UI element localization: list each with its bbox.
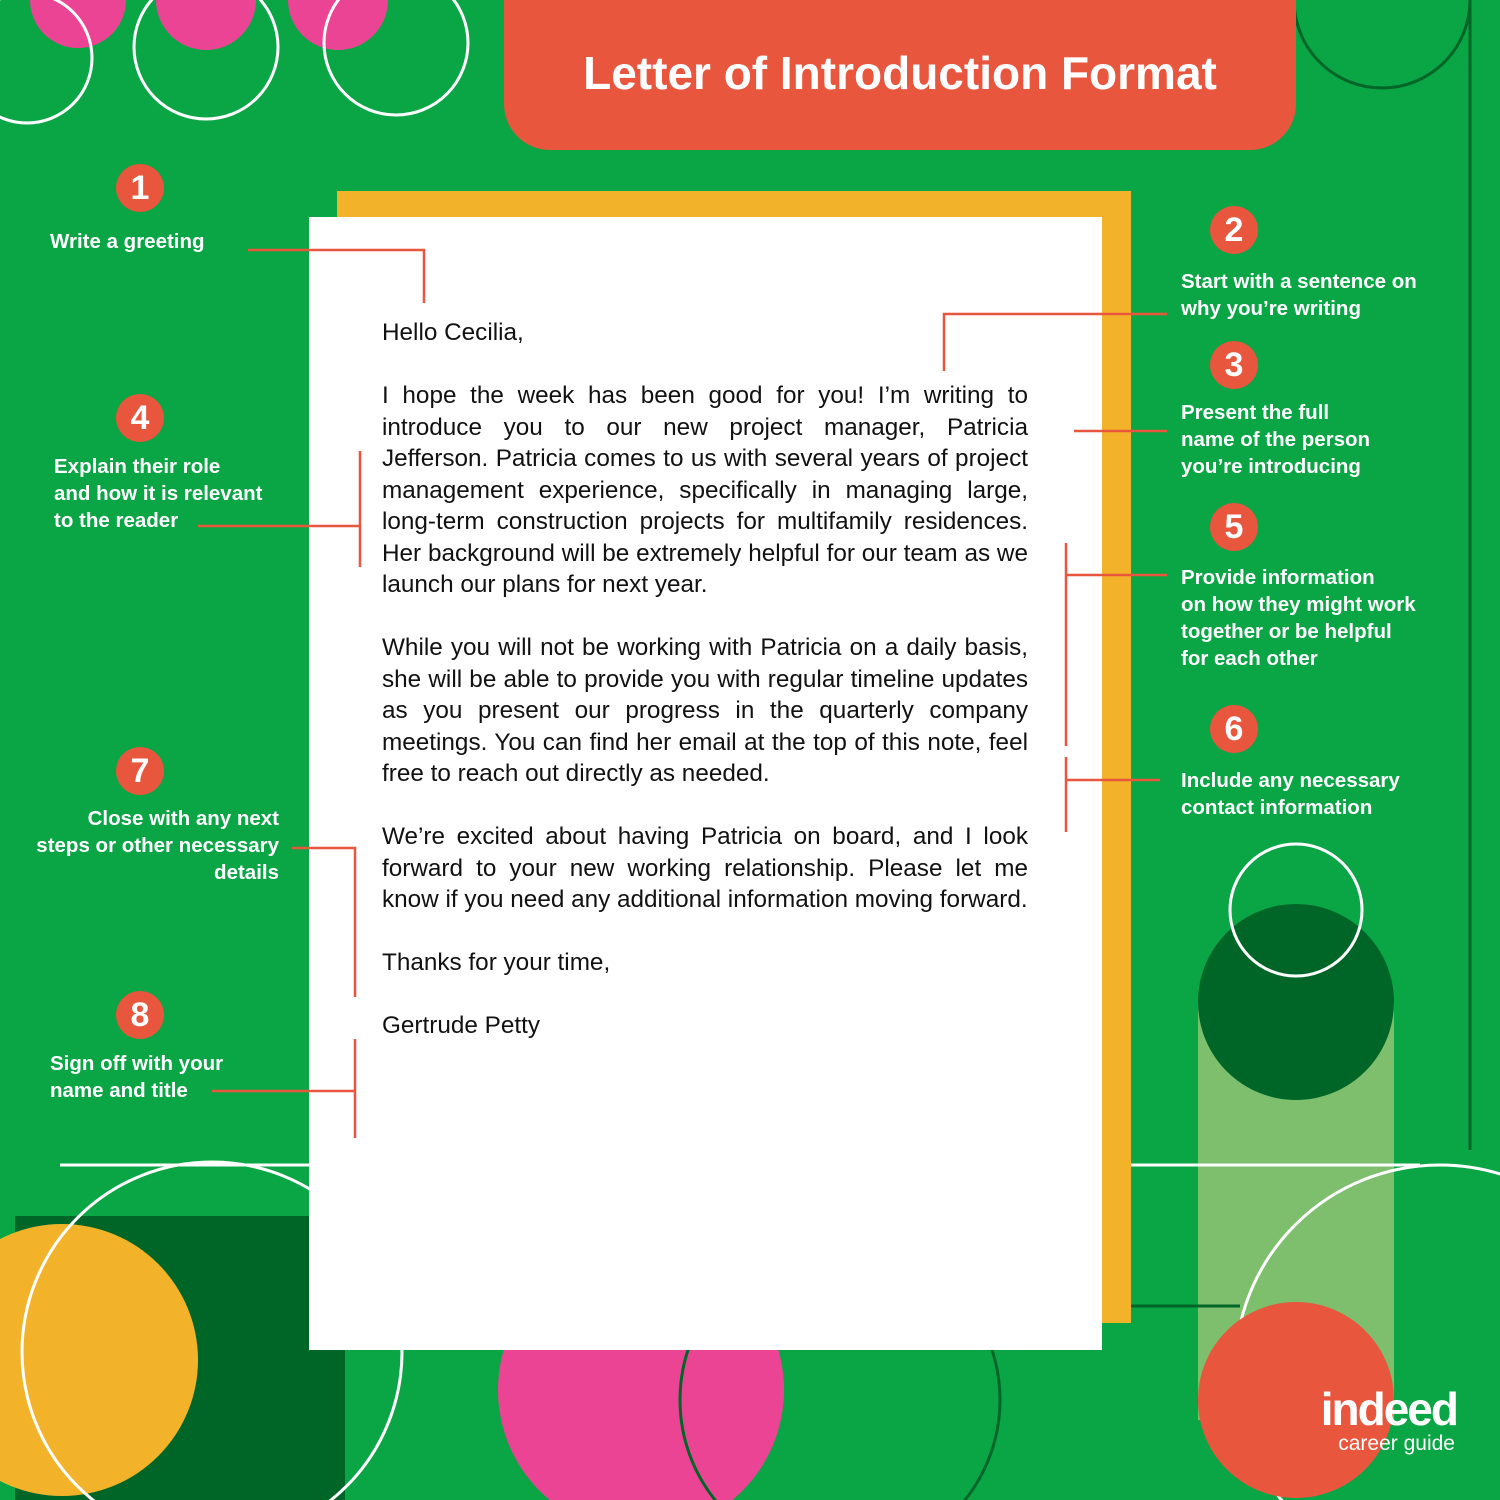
page-title: Letter of Introduction Format <box>583 47 1217 99</box>
step-badge-6: 6 <box>1210 705 1258 753</box>
logo-tagline: career guide <box>1338 1432 1455 1455</box>
step-badge-4: 4 <box>116 394 164 442</box>
letter-signature: Gertrude Petty <box>382 1012 541 1039</box>
step-badge-8: 8 <box>116 991 164 1039</box>
step-label-6: Include any necessary contact information <box>1181 769 1400 819</box>
step-label-8: Sign off with your name and title <box>50 1052 224 1102</box>
indeed-logo <box>1285 1382 1465 1462</box>
logo-brand: indeed <box>1320 1383 1457 1435</box>
letter-paragraph: While you will not be working with Patricia on a daily basis, she will be able to provide you with regular timeline updates as you present our progress in the quarterly company meetings. You can find her email at the top of this note, feel free to reach out directly as needed. <box>382 634 1028 787</box>
step-badge-7: 7 <box>116 747 164 795</box>
step-badge-5: 5 <box>1210 503 1258 551</box>
step-badge-2: 2 <box>1210 206 1258 254</box>
step-label-2: Start with a sentence on why you’re writing <box>1181 270 1417 320</box>
dark-green-circle <box>1198 904 1394 1100</box>
letter-closing: Thanks for your time, <box>382 949 611 976</box>
letter-paragraph: I hope the week has been good for you! I’m writing to introduce you to our new project manager, Patricia Jefferson. Patricia comes to us with several years of project management experience, specifically in managing large, long-term construction projects for multifamily residences. Her background will be extremely helpful for our team as we launch our plans for next year. <box>382 382 1028 598</box>
step-label-7: Close with any next steps or other necessary details <box>36 807 279 884</box>
letter-greeting: Hello Cecilia, <box>382 319 524 346</box>
step-label-3: Present the full name of the person you’re introducing <box>1181 401 1371 478</box>
pink-circle <box>30 0 126 48</box>
title-banner <box>504 0 1296 150</box>
step-label-1: Write a greeting <box>50 230 205 253</box>
letter-paper <box>309 217 1102 1350</box>
step-badge-1: 1 <box>116 164 164 212</box>
step-label-5: Provide information on how they might work together or be helpful for each other <box>1181 566 1416 670</box>
step-label-4: Explain their role and how it is relevant to the reader <box>54 455 263 532</box>
outline-circle <box>1294 0 1470 88</box>
pink-circle <box>288 0 388 50</box>
letter-body <box>382 317 1028 1073</box>
step-badge-3: 3 <box>1210 341 1258 389</box>
letter-paragraph: We’re excited about having Patricia on board, and I look forward to your new working relationship. Please let me know if you need any additional information moving forward. <box>382 823 1028 913</box>
pink-circle <box>156 0 256 50</box>
